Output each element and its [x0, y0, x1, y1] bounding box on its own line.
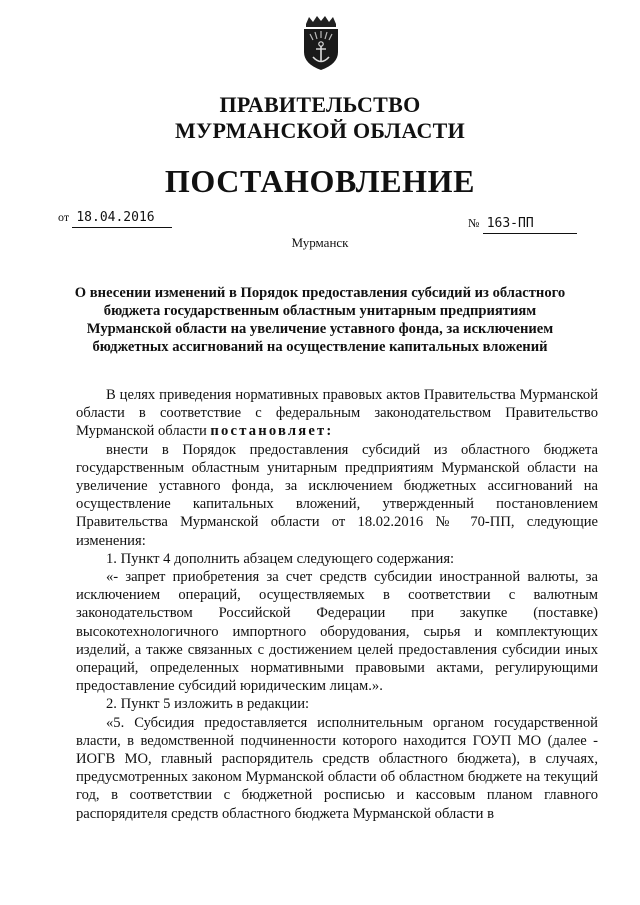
- document-date: [58, 208, 172, 228]
- document-number: [468, 214, 577, 234]
- coat-of-arms-icon: [298, 14, 344, 72]
- item-2-text: «5. Субсидия предоставляется исполнительным органом государственной власти, в ведомственной подчиненности которого находится ГОУП МО (далее - ИОГВ МО, главный распорядитель средств областного бюджета), в случаях, предусмотренных законом Мурманской области об областном бюджете на текущий год, в соответствии с бюджетной росписью и кассовым планом главного распорядителя средств областного бюджета Мурманской области в: [76, 714, 598, 822]
- paragraph-intro-2: внести в Порядок предоставления субсидий из областного бюджета государственным областным унитарным предприятиям Мурманской области на увеличение уставного фонда, за исключением бюджетных ассигнований на осуществление капитальных вложений, утвержденный постановлением Правительства Мурманской области от 18.02.2016 № 70-ПП, следующие изменения:: [76, 441, 598, 549]
- number-label: №: [468, 216, 480, 230]
- document-body: [76, 386, 598, 823]
- paragraph-intro: [76, 386, 598, 441]
- item-2-heading: 2. Пункт 5 изложить в редакции:: [106, 696, 310, 713]
- org-line-2: МУРМАНСКОЙ ОБЛАСТИ: [174, 118, 466, 143]
- date-value: 18.04.2016: [72, 209, 172, 228]
- city: Мурманск: [291, 235, 349, 250]
- item-1-heading: 1. Пункт 4 дополнить абзацем следующего содержания:: [106, 550, 455, 567]
- org-line-1: ПРАВИТЕЛЬСТВО: [219, 92, 421, 117]
- item-1-text: «- запрет приобретения за счет средств субсидии иностранной валюты, за исключением операций, осуществляемых в соответствии с валютным законодательством Российской Федерации при закупке (поставке) высокотехнологичного импортного оборудования, сырья и комплектующих изделий, а также связанных с достижением целей предоставления субсидии иных операций, определенных нормативными правовыми актами, регулирующими предоставление субсидий юридическим лицам.».: [76, 569, 598, 695]
- document-type: ПОСТАНОВЛЕНИЕ: [164, 163, 476, 199]
- organization-name: [0, 92, 640, 144]
- number-value: 163-ПП: [483, 215, 577, 234]
- document-title: О внесении изменений в Порядок предоставления субсидий из областного бюджета государственным областным унитарным предприятиям Мурманской области на увеличение уставного фонда, за исключением бюджетных ассигнований на осуществление капитальных вложений: [74, 285, 566, 355]
- decree-word: постановляет:: [210, 423, 334, 440]
- date-label: от: [58, 210, 70, 224]
- intro-text: В целях приведения нормативных правовых актов Правительства Мурманской области в соответствие с федеральным законодательством Правительство Мурманской области: [76, 387, 598, 440]
